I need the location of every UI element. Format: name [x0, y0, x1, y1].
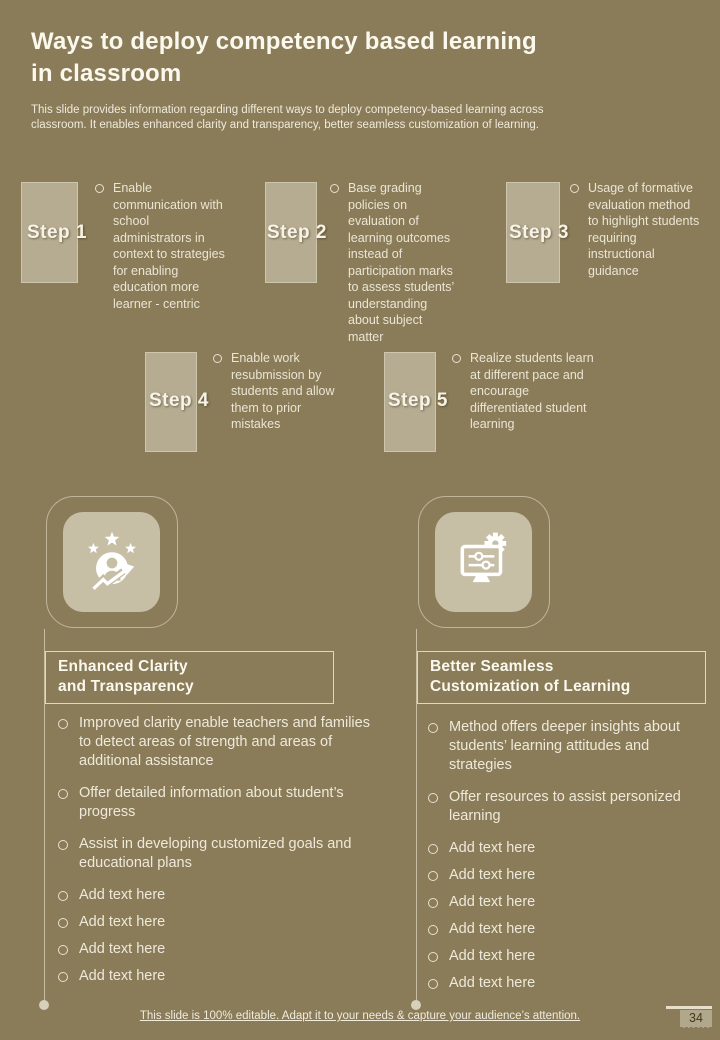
- placeholder-list-item: [428, 839, 704, 858]
- bullet-text: Offer detailed information about student’s progress: [79, 785, 344, 820]
- circle-bullet-icon: [428, 925, 438, 935]
- right-connector-dot: [411, 1000, 421, 1010]
- placeholder-list-item: [428, 947, 704, 966]
- list-item: [428, 788, 704, 826]
- placeholder-list-item: [58, 940, 370, 959]
- footer-note: This slide is 100% editable. Adapt it to your needs & capture your audience’s attention.: [139, 1010, 581, 1022]
- circle-bullet-icon: [428, 871, 438, 881]
- circle-bullet-icon: [428, 979, 438, 989]
- placeholder-list-item: [58, 967, 370, 986]
- right-heading-line-2: Customization of Learning: [430, 678, 631, 695]
- step-4-description: [213, 350, 347, 433]
- step-1-text: Enable communication with school administrators in context to strategies for enabling education more learner - centric: [113, 181, 225, 311]
- circle-bullet-icon: [58, 891, 68, 901]
- step-5-description: [452, 350, 594, 433]
- placeholder-list-item: [428, 920, 704, 939]
- circle-bullet-icon: [570, 184, 579, 193]
- placeholder-list-item: [58, 913, 370, 932]
- right-icon-card: [418, 496, 550, 628]
- bullet-text: Assist in developing customized goals and educational plans: [79, 836, 352, 871]
- bullet-text: Add text here: [449, 975, 536, 991]
- step-5-text: Realize students learn at different pace and encourage differentiated student learning: [470, 351, 594, 431]
- circle-bullet-icon: [58, 789, 68, 799]
- circle-bullet-icon: [58, 945, 68, 955]
- circle-bullet-icon: [428, 844, 438, 854]
- bullet-text: Add text here: [79, 914, 166, 930]
- bullet-text: Add text here: [449, 840, 536, 856]
- circle-bullet-icon: [428, 723, 438, 733]
- bullet-text: Add text here: [449, 921, 536, 937]
- bullet-text: Add text here: [449, 867, 536, 883]
- step-3-text: Usage of formative evaluation method to highlight students requiring instructional guidance: [588, 181, 700, 278]
- person-stars-growth-icon: [79, 529, 145, 595]
- title-line-1: Ways to deploy competency based learning: [31, 28, 537, 55]
- step-5-label: Step 5: [387, 390, 449, 411]
- page-number: 34: [680, 1010, 712, 1028]
- list-item: [58, 714, 370, 771]
- placeholder-list-item: [58, 886, 370, 905]
- placeholder-list-item: [428, 893, 704, 912]
- bullet-text: Add text here: [449, 894, 536, 910]
- right-heading-line-1: Better Seamless: [430, 658, 554, 675]
- circle-bullet-icon: [58, 719, 68, 729]
- monitor-settings-gear-icon: [451, 529, 517, 595]
- right-icon-tile: [435, 512, 532, 612]
- page-title: [31, 26, 537, 90]
- right-bullet-list: [428, 718, 704, 1001]
- left-section-heading: [45, 651, 334, 704]
- bullet-text: Improved clarity enable teachers and families to detect areas of strength and areas of additional assistance: [79, 715, 370, 769]
- step-3-label: Step 3: [508, 222, 570, 243]
- circle-bullet-icon: [58, 918, 68, 928]
- left-bullet-list: [58, 714, 370, 994]
- right-section-heading: [417, 651, 706, 704]
- circle-bullet-icon: [428, 952, 438, 962]
- circle-bullet-icon: [213, 354, 222, 363]
- left-connector-dot: [39, 1000, 49, 1010]
- page-number-bar: [666, 1006, 712, 1009]
- step-1-label: Step 1: [26, 222, 88, 243]
- left-icon-card: [46, 496, 178, 628]
- bullet-text: Add text here: [79, 887, 166, 903]
- left-heading-line-1: Enhanced Clarity: [58, 658, 188, 675]
- circle-bullet-icon: [58, 840, 68, 850]
- step-2-description: [330, 180, 460, 345]
- left-icon-tile: [63, 512, 160, 612]
- bullet-text: Offer resources to assist personized learning: [449, 789, 681, 824]
- step-4-text: Enable work resubmission by students and allow them to prior mistakes: [231, 351, 335, 431]
- placeholder-list-item: [428, 866, 704, 885]
- placeholder-list-item: [428, 974, 704, 993]
- bullet-text: Add text here: [79, 941, 166, 957]
- bullet-text: Add text here: [449, 948, 536, 964]
- step-4-label: Step 4: [148, 390, 210, 411]
- step-2-text: Base grading policies on evaluation of learning outcomes instead of participation marks to assess students’ understanding about subject matter: [348, 181, 454, 344]
- bullet-text: Method offers deeper insights about students’ learning attitudes and strategies: [449, 719, 681, 773]
- list-item: [428, 718, 704, 775]
- circle-bullet-icon: [452, 354, 461, 363]
- bullet-text: Add text here: [79, 968, 166, 984]
- step-1-description: [95, 180, 227, 312]
- slide-subtitle: This slide provides information regarding different ways to deploy competency-based learning across classroom. It enables enhanced clarity and transparency, better seamless customization of learning.: [31, 104, 544, 131]
- circle-bullet-icon: [95, 184, 104, 193]
- step-3-description: [570, 180, 700, 279]
- list-item: [58, 784, 370, 822]
- page-number-box: [666, 1006, 712, 1028]
- circle-bullet-icon: [428, 898, 438, 908]
- left-heading-line-2: and Transparency: [58, 678, 194, 695]
- title-line-2: in classroom: [31, 60, 182, 87]
- circle-bullet-icon: [330, 184, 339, 193]
- step-2-label: Step 2: [266, 222, 328, 243]
- circle-bullet-icon: [428, 793, 438, 803]
- list-item: [58, 835, 370, 873]
- circle-bullet-icon: [58, 972, 68, 982]
